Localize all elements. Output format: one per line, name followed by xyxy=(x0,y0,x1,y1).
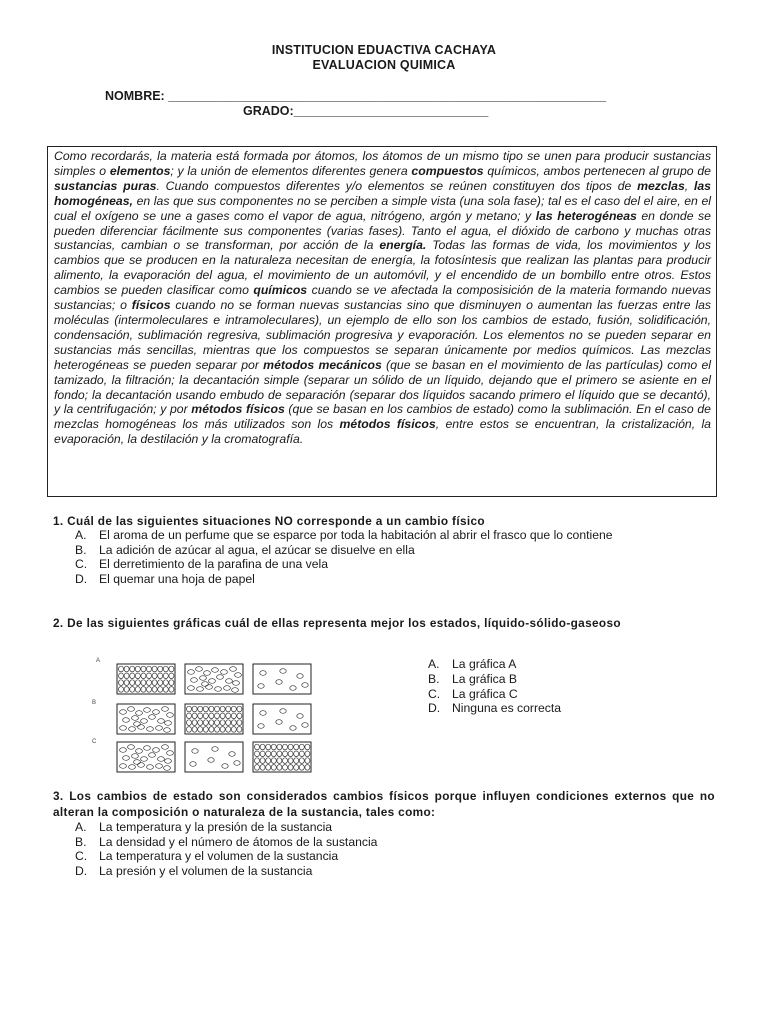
option xyxy=(75,543,715,558)
option-letter: C. xyxy=(75,557,88,572)
option-letter: B. xyxy=(75,834,87,849)
key-term: energía. xyxy=(379,238,427,253)
passage-text: Como recordarás, la materia está formada por átomos, los átomos de un mismo tipo se unen para producir sustancias simples o xyxy=(54,149,711,178)
option xyxy=(75,820,715,835)
option xyxy=(428,687,561,702)
option-text: El quemar una hoja de papel xyxy=(99,571,255,586)
passage-text: químicos, ambos pertenecen al grupo de xyxy=(483,163,711,178)
option xyxy=(75,528,715,543)
option-text: La gráfica B xyxy=(452,671,518,686)
passage-text: cuando no se forman nuevas sustancias sino que disminuyen o aumentan las fuerzas entre las moléculas (intermoleculares e intramoleculares), un ejemplo de ello son los cambios de estado, fusión, solidificación, condensación, sublimación regresiva, sublimación progresiva y evaporación. Los elementos no se pueden separar en sustancias más sencillas, mientras que los compuestos se separan únicamente por medios químicos. Las mezclas heterogéneas se pueden separar por xyxy=(54,298,712,372)
question-2: 2. De las siguientes gráficas cuál de ellas representa mejor los estados, líquido-sólido-gaseoso xyxy=(53,616,621,630)
option-letter: B. xyxy=(428,671,440,686)
passage-text: ; y la unión de elementos diferentes genera xyxy=(170,163,412,178)
option xyxy=(428,657,561,672)
option xyxy=(75,864,715,879)
option-text: La presión y el volumen de la sustancia xyxy=(99,863,313,878)
name-label: NOMBRE: xyxy=(105,89,169,103)
exam-title: EVALUACION QUIMICA xyxy=(312,58,456,72)
option-letter: D. xyxy=(428,701,441,716)
option xyxy=(75,835,715,850)
key-term: compuestos xyxy=(411,163,484,178)
name-line: _______________________________________________________________ xyxy=(168,89,607,103)
question-1-options xyxy=(75,528,715,586)
option-letter: B. xyxy=(75,542,87,557)
key-term: métodos físicos xyxy=(339,417,436,432)
passage-text: en donde se pueden diferenciar fácilmente sus componentes (varias fases). Tanto el agua, el dióxido de carbono y muchas otras sustancias, cambian o se transforman, por acción de la xyxy=(54,208,711,253)
option-text: La gráfica C xyxy=(452,686,518,701)
key-term: químicos xyxy=(253,283,308,298)
name-field xyxy=(105,89,606,103)
key-term: las homogéneas, xyxy=(54,178,711,208)
option xyxy=(75,849,715,864)
key-term: las heterogéneas xyxy=(535,208,637,223)
option-letter: A. xyxy=(75,528,87,542)
passage-text: en las que sus componentes no se perciben a simple vista (una sola fase); tal es el caso del el aire, en el cual el oxígeno se une a gases como el vapor de agua, nitrógeno, argón y metano; y xyxy=(54,193,711,223)
key-term: elementos xyxy=(109,163,171,178)
passage-text: , entre estos se encuentran, la cristalización, la evaporación, la destilación y la cromatografía. xyxy=(54,417,711,447)
question-2-options xyxy=(428,657,561,716)
option-letter: D. xyxy=(75,571,88,586)
option-letter: A. xyxy=(75,820,87,834)
passage-text: , xyxy=(684,178,694,193)
grade-line: ____________________________ xyxy=(293,104,489,118)
graph-row-label-a: A xyxy=(96,658,101,664)
option-text: La temperatura y el volumen de la sustancia xyxy=(99,849,339,864)
option-letter: C. xyxy=(428,686,441,701)
key-term: físicos xyxy=(131,298,171,313)
passage-text: cuando se ve afectada la composisición de la materia formando nuevas sustancias; o xyxy=(54,283,711,313)
graph-row-label-b: B xyxy=(92,700,97,706)
option-text: El derretimiento de la parafina de una vela xyxy=(99,557,328,572)
graph-row-label-c: C xyxy=(92,739,97,745)
school-name: INSTITUCION EDUACTIVA CACHAYA xyxy=(271,43,497,57)
passage-text: (que se basan en el movimiento de las partículas) como el tamizado, la filtración; la decantación simple (separar un sólido de un líquido, dejando que el primero se asiente en el fondo; la decantación usando embudo de separación (separar dos líquidos sacando primero el líquido que se decantó), y la centrifugación; y por xyxy=(54,357,711,417)
key-term: métodos físicos xyxy=(191,402,285,417)
option-text: La gráfica A xyxy=(452,657,517,671)
option xyxy=(428,672,561,687)
option xyxy=(75,572,715,587)
key-term: métodos mecánicos xyxy=(263,357,382,372)
passage-text: . Cuando compuestos diferentes y/o elementos se reúnen constituyen dos tipos de xyxy=(156,178,638,193)
passage-text: Todas las formas de vida, los movimientos y los cambios que se producen en la naturaleza necesitan de energía, la fotosíntesis que realizan las plantas para producir alimento, la evaporación del agua, el movimiento de un automóvil, y el encendido de un bombillo entre otros. Estos cambios se pueden clasificar como xyxy=(54,238,711,298)
key-term: mezclas xyxy=(637,178,685,193)
question-1: 1. Cuál de las siguientes situaciones NO corresponde a un cambio físico xyxy=(53,514,485,528)
particle-diagrams xyxy=(90,656,330,776)
option-text: La temperatura y la presión de la sustancia xyxy=(99,820,333,834)
option xyxy=(428,701,561,716)
states-graphs xyxy=(90,656,330,776)
question-3: 3. Los cambios de estado son considerados cambios físicos porque influyen condiciones externos que no alteran la composición o naturaleza de la sustancia, tales como: xyxy=(53,789,715,819)
option-text: El aroma de un perfume que se esparce por toda la habitación al abrir el frasco que lo contiene xyxy=(99,528,613,542)
question-3-options xyxy=(75,820,715,878)
option-text: La adición de azúcar al agua, el azúcar se disuelve en ella xyxy=(99,542,415,557)
option-letter: C. xyxy=(75,849,88,864)
key-term: sustancias puras xyxy=(54,178,157,193)
grade-label: GRADO: xyxy=(243,104,294,118)
option-letter: D. xyxy=(75,863,88,878)
reading-passage xyxy=(47,146,717,497)
option-text: La densidad y el número de átomos de la sustancia xyxy=(99,834,378,849)
passage-text: (que se basan en los cambios de estado) como la sublimación. En el caso de mezclas homogéneas los más utilizados son los xyxy=(54,402,711,432)
option-text: Ninguna es correcta xyxy=(452,701,562,716)
grade-field xyxy=(243,104,488,118)
option xyxy=(75,557,715,572)
option-letter: A. xyxy=(428,657,440,671)
